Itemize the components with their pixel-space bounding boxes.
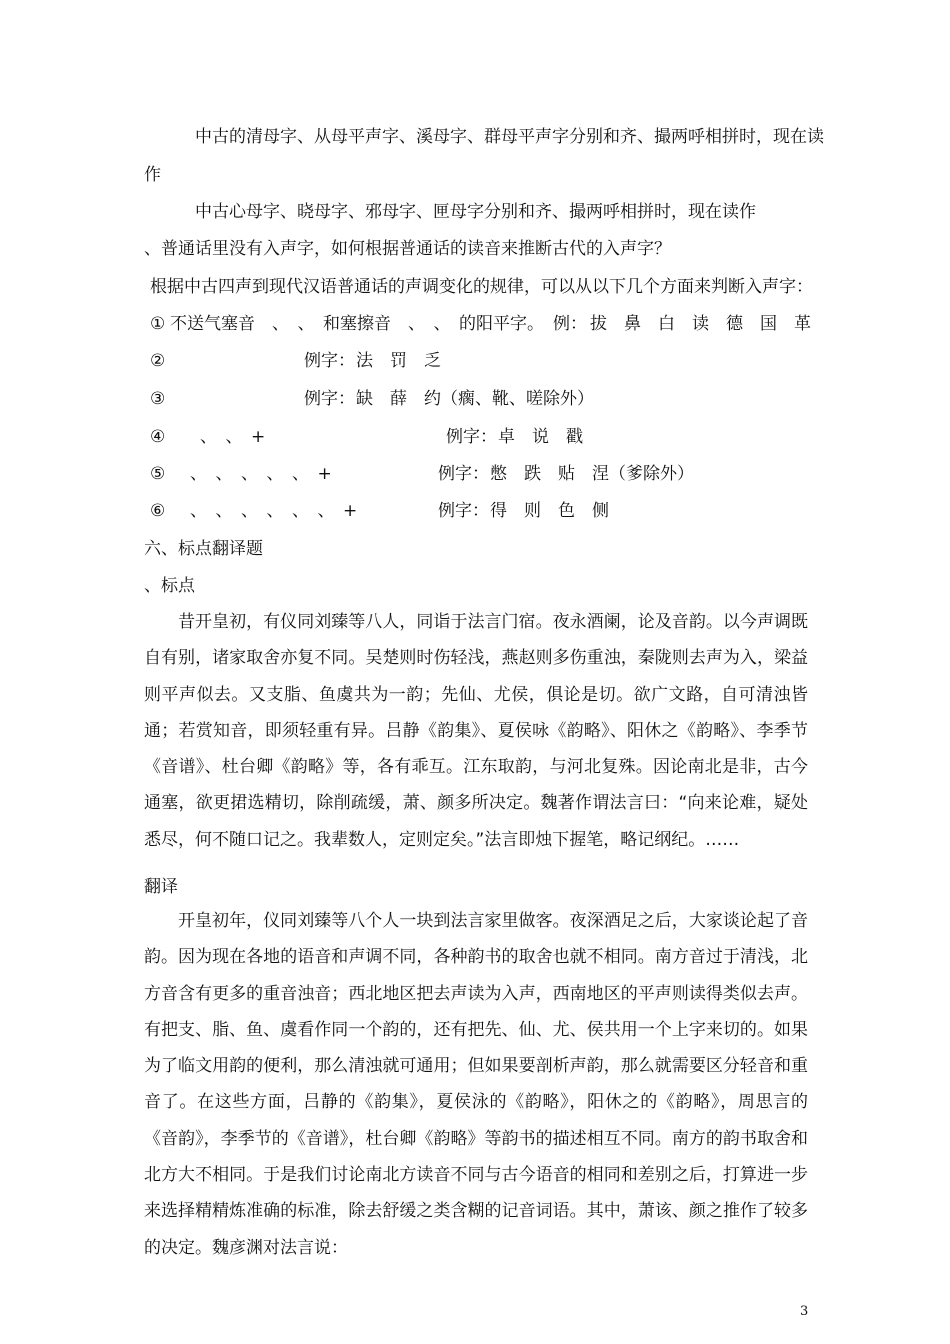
rule-text: 不送气塞音 、 、 和塞擦音 、 、 的阳平字。 bbox=[170, 314, 544, 334]
subsection-punctuation: 、标点 bbox=[144, 576, 195, 596]
intro-line-1-cont: 作 bbox=[144, 165, 161, 185]
example-chars: 缺 薛 约（瘸、靴、嗟除外） bbox=[356, 389, 594, 409]
rule-number: ② bbox=[150, 351, 166, 371]
question-lead: 根据中古四声到现代汉语普通话的声调变化的规律，可以从以下几个方面来判断入声字： bbox=[150, 277, 813, 297]
section-title: 六、标点翻译题 bbox=[144, 539, 263, 559]
rule-number: ⑤ bbox=[150, 464, 166, 484]
intro-line-1: 中古的清母字、从母平声字、溪母字、群母平声字分别和齐、撮两呼相拼时，现在读 bbox=[195, 127, 824, 147]
rule-number: ④ bbox=[150, 427, 166, 447]
example-label: 例字： bbox=[446, 427, 497, 447]
example-chars: 法 罚 乏 bbox=[356, 351, 441, 371]
rule-text: 、 、 、 、 、 、 + bbox=[190, 501, 358, 521]
punctuation-paragraph: 昔开皇初，有仪同刘臻等八人，同诣于法言门宿。夜永酒阑，论及音韵。以今声调既自有别，诸家取舍亦复不同。吴楚则时伤轻浅，燕赵则多伤重浊，秦陇则去声为入，梁益则平声似去。又支脂、鱼虞共为一韵；先仙、尤侯，俱论是切。欲广文路，自可清浊皆通；若赏知音，即须轻重有异。吕静《韵集》、夏侯咏《韵略》、阳休之《韵略》、李季节《音谱》、杜台卿《韵略》等，各有乖互。江东取韵，与河北复殊。因论南北是非，古今通塞，欲更捃选精切，除削疏缓，萧、颜多所决定。魏著作谓法言曰：“向来论难，疑处悉尽，何不随口记之。我辈数人，定则定矣。”法言即烛下握笔，略记纲纪。…… bbox=[144, 612, 808, 850]
example-chars: 得 则 色 侧 bbox=[490, 501, 609, 521]
rule-text: 、 、 、 、 、 + bbox=[190, 464, 332, 484]
example-label: 例字： bbox=[304, 351, 355, 371]
rule-number: ⑥ bbox=[150, 501, 166, 521]
rule-number: ③ bbox=[150, 389, 166, 409]
rule-number: ① bbox=[150, 314, 166, 334]
example-label: 例字： bbox=[304, 389, 355, 409]
question-title: 、普通话里没有入声字，如何根据普通话的读音来推断古代的入声字？ bbox=[144, 239, 671, 259]
intro-line-2: 中古心母字、晓母字、邪母字、匣母字分别和齐、撮两呼相拼时，现在读作 bbox=[195, 202, 756, 222]
translation-paragraph: 开皇初年，仪同刘臻等八个人一块到法言家里做客。夜深酒足之后，大家谈论起了音韵。因为现在各地的语音和声调不同，各种韵书的取舍也就不相同。南方音过于清浅，北方音含有更多的重音浊音；西北地区把去声读为入声，西南地区的平声则读得类似去声。有把支、脂、鱼、虞看作同一个韵的，还有把先、仙、尤、侯共用一个上字来切的。如果为了临文用韵的便利，那么清浊就可通用；但如果要剖析声韵，那么就需要区分轻音和重音了。在这些方面，吕静的《韵集》，夏侯泳的《韵略》，阳休之的《韵略》，周思言的《音韵》，李季节的《音谱》，杜台卿《韵略》等韵书的描述相互不同。南方的韵书取舍和北方大不相同。于是我们讨论南北方读音不同与古今语音的相同和差别之后，打算进一步来选择精精炼准确的标准，除去舒缓之类含糊的记音词语。其中，萧该、颜之推作了较多的决定。魏彦渊对法言说： bbox=[144, 911, 808, 1258]
rule-text: 、 、 + bbox=[200, 427, 266, 447]
translation-label: 翻译 bbox=[144, 877, 178, 897]
page-number: 3 bbox=[800, 1304, 809, 1319]
example-chars: 卓 说 戳 bbox=[498, 427, 583, 447]
example-chars: 憋 跌 贴 涅（爹除外） bbox=[490, 464, 694, 484]
example-label: 例： bbox=[553, 314, 587, 334]
example-chars: 拔 鼻 白 读 德 国 革 bbox=[590, 314, 811, 334]
example-label: 例字： bbox=[438, 464, 489, 484]
example-label: 例字： bbox=[438, 501, 489, 521]
